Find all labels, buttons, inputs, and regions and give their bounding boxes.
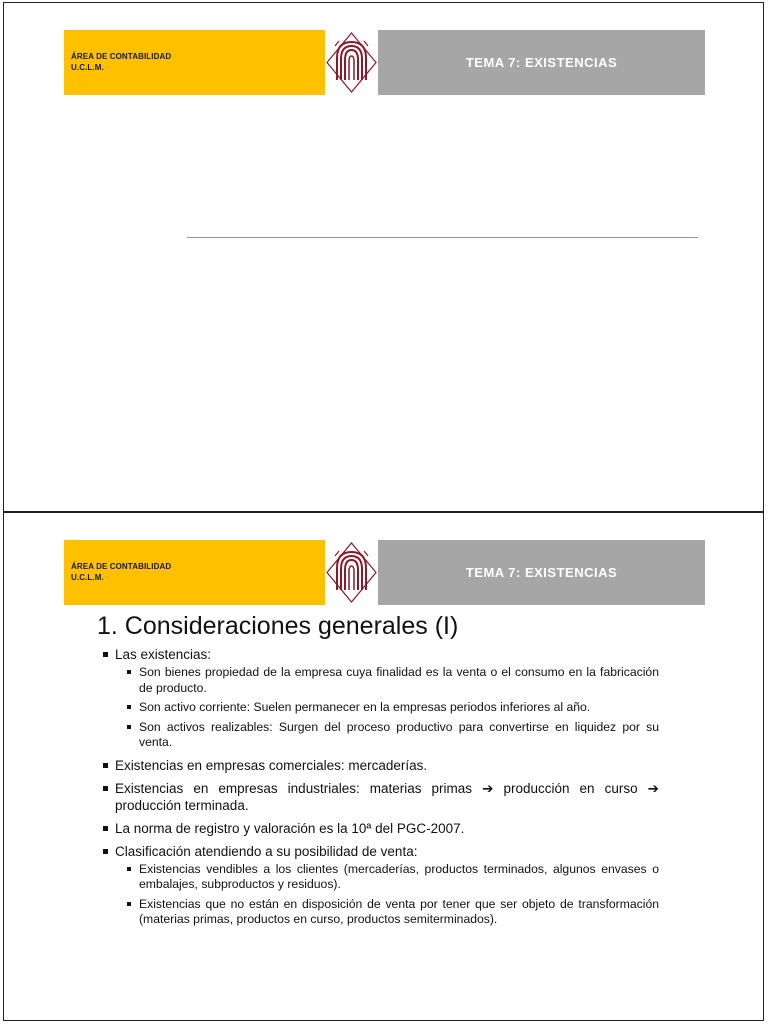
sub-list-item: Son bienes propiedad de la empresa cuya finalidad es la venta o el consumo en la fabricación de producto. <box>115 665 659 696</box>
sub-bullet-list <box>115 862 659 928</box>
header-topic-block <box>378 30 705 95</box>
arrow-right-icon: ➔ <box>482 780 494 796</box>
department-name: ÁREA DE CONTABILIDAD <box>71 562 172 571</box>
bullet-text: Clasificación atendiendo a su posibilidad de venta: <box>115 843 418 859</box>
list-item: La norma de registro y valoración es la 10ª del PGC-2007. <box>103 820 659 837</box>
topic-title: TEMA 7: EXISTENCIAS <box>465 565 618 580</box>
bullet-list <box>103 646 659 934</box>
sub-list-item: Existencias vendibles a los clientes (mercaderías, productos terminados, algunos envases o embalajes, subproductos y residuos). <box>115 862 659 893</box>
department-name: ÁREA DE CONTABILIDAD <box>71 52 172 61</box>
list-item <box>103 780 659 814</box>
list-item <box>103 843 659 928</box>
topic-title: TEMA 7: EXISTENCIAS <box>465 55 618 70</box>
university-name: U.C.L.M. <box>71 573 104 582</box>
header-department-block <box>64 30 325 95</box>
header-topic-block <box>378 540 705 605</box>
sub-list-item: Son activos realizables: Surgen del proceso productivo para convertirse en liquidez por su venta. <box>115 720 659 751</box>
slide-header <box>64 30 705 95</box>
bullet-text-part: producción en curso <box>503 780 638 796</box>
arrow-right-icon: ➔ <box>647 780 659 796</box>
header-department-block <box>64 540 325 605</box>
university-name: U.C.L.M. <box>71 63 104 72</box>
bullet-text-part: producción terminada. <box>115 797 249 813</box>
sub-list-item: Son activo corriente: Suelen permanecer en la empresas periodos inferiores al año. <box>115 700 659 716</box>
slide-2 <box>3 512 764 1021</box>
list-item: Existencias en empresas comerciales: mercaderías. <box>103 757 659 774</box>
bullet-text-part: Existencias en empresas industriales: materias primas <box>115 780 473 796</box>
sub-list-item: Existencias que no están en disposición de venta por tener que ser objeto de transformación (materias primas, productos en curso, productos semiterminados). <box>115 897 659 928</box>
bullet-text: Las existencias: <box>115 647 212 662</box>
title-divider-line <box>187 237 698 238</box>
slide-header <box>64 540 705 605</box>
uclm-arch-logo-icon <box>325 30 378 95</box>
list-item <box>103 646 659 751</box>
slide-title: 1. Consideraciones generales (I) <box>97 612 459 640</box>
slide-1 <box>3 2 764 512</box>
uclm-arch-logo-icon <box>325 540 378 605</box>
sub-bullet-list <box>115 665 659 751</box>
